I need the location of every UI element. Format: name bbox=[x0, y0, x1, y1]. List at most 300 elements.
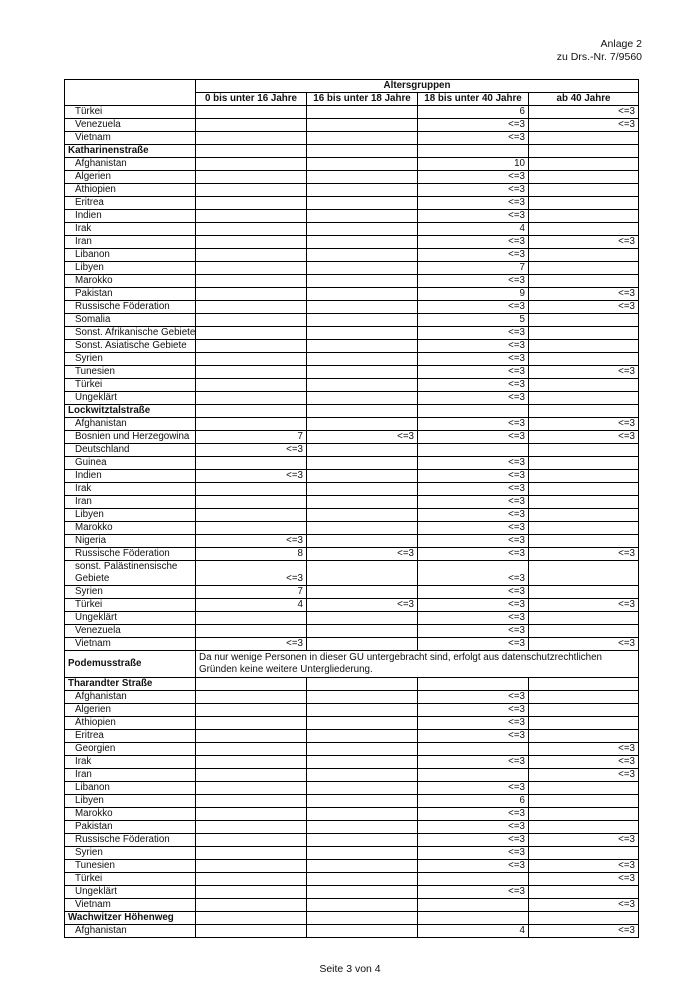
count-cell bbox=[307, 223, 418, 236]
count-cell bbox=[529, 704, 639, 717]
country-name: Türkei bbox=[65, 599, 196, 612]
count-cell: <=3 bbox=[418, 535, 529, 548]
count-cell: <=3 bbox=[418, 379, 529, 392]
country-name: Afghanistan bbox=[65, 691, 196, 704]
country-name: sonst. Palästinensische Gebiete bbox=[65, 561, 196, 586]
country-name: Deutschland bbox=[65, 444, 196, 457]
table-row bbox=[65, 821, 639, 834]
count-cell bbox=[307, 509, 418, 522]
count-cell: 8 bbox=[196, 548, 307, 561]
country-name: Libanon bbox=[65, 249, 196, 262]
count-cell bbox=[307, 847, 418, 860]
count-cell: 7 bbox=[418, 262, 529, 275]
count-cell: <=3 bbox=[418, 847, 529, 860]
section-title: Wachwitzer Höhenweg bbox=[65, 912, 196, 925]
table-row bbox=[65, 717, 639, 730]
page-number: Seite 3 von 4 bbox=[319, 963, 381, 975]
count-cell bbox=[307, 132, 418, 145]
count-cell: <=3 bbox=[418, 586, 529, 599]
table-row bbox=[65, 535, 639, 548]
count-cell bbox=[196, 392, 307, 405]
count-cell: <=3 bbox=[418, 184, 529, 197]
table-row bbox=[65, 431, 639, 444]
empty-cell bbox=[529, 912, 639, 925]
country-name: Russische Föderation bbox=[65, 834, 196, 847]
country-name: Syrien bbox=[65, 353, 196, 366]
count-cell bbox=[196, 483, 307, 496]
table-row bbox=[65, 171, 639, 184]
count-cell bbox=[529, 625, 639, 638]
empty-cell bbox=[196, 912, 307, 925]
count-cell bbox=[196, 457, 307, 470]
country-name: Indien bbox=[65, 470, 196, 483]
count-cell bbox=[529, 457, 639, 470]
table-row bbox=[65, 223, 639, 236]
empty-corner-cell bbox=[65, 80, 196, 106]
empty-cell bbox=[418, 405, 529, 418]
empty-cell bbox=[307, 145, 418, 158]
count-cell: <=3 bbox=[418, 548, 529, 561]
country-name: Irak bbox=[65, 756, 196, 769]
country-name: Indien bbox=[65, 210, 196, 223]
age-group-table bbox=[64, 79, 639, 938]
column-header-0-16: 0 bis unter 16 Jahre bbox=[196, 93, 307, 106]
table-row bbox=[65, 457, 639, 470]
count-cell bbox=[529, 612, 639, 625]
count-cell bbox=[196, 795, 307, 808]
count-cell bbox=[307, 586, 418, 599]
count-cell bbox=[196, 314, 307, 327]
table-row bbox=[65, 599, 639, 612]
count-cell bbox=[307, 275, 418, 288]
count-cell bbox=[529, 340, 639, 353]
count-cell bbox=[196, 704, 307, 717]
count-cell: 5 bbox=[418, 314, 529, 327]
count-cell bbox=[196, 769, 307, 782]
count-cell: <=3 bbox=[529, 860, 639, 873]
count-cell bbox=[307, 808, 418, 821]
country-name: Tunesien bbox=[65, 860, 196, 873]
country-name: Türkei bbox=[65, 873, 196, 886]
country-name: Äthiopien bbox=[65, 717, 196, 730]
count-cell bbox=[307, 119, 418, 132]
country-name: Marokko bbox=[65, 522, 196, 535]
count-cell bbox=[307, 184, 418, 197]
count-cell bbox=[307, 625, 418, 638]
count-cell: <=3 bbox=[418, 119, 529, 132]
count-cell bbox=[196, 158, 307, 171]
count-cell: <=3 bbox=[418, 392, 529, 405]
count-cell bbox=[529, 444, 639, 457]
count-cell bbox=[307, 340, 418, 353]
count-cell bbox=[196, 925, 307, 938]
count-cell: <=3 bbox=[418, 886, 529, 899]
count-cell: <=3 bbox=[418, 730, 529, 743]
count-cell: 7 bbox=[196, 586, 307, 599]
count-cell bbox=[529, 886, 639, 899]
count-cell: <=3 bbox=[307, 431, 418, 444]
country-name: Venezuela bbox=[65, 119, 196, 132]
count-cell: <=3 bbox=[529, 236, 639, 249]
count-cell bbox=[529, 262, 639, 275]
age-groups-heading: Altersgruppen bbox=[196, 80, 639, 93]
table-row bbox=[65, 392, 639, 405]
count-cell bbox=[307, 638, 418, 651]
count-cell bbox=[418, 444, 529, 457]
count-cell bbox=[307, 314, 418, 327]
country-name: Ungeklärt bbox=[65, 612, 196, 625]
country-name: Georgien bbox=[65, 743, 196, 756]
count-cell bbox=[529, 586, 639, 599]
count-cell: <=3 bbox=[529, 288, 639, 301]
count-cell: 4 bbox=[418, 223, 529, 236]
country-name: Afghanistan bbox=[65, 418, 196, 431]
count-cell bbox=[307, 782, 418, 795]
table-row bbox=[65, 834, 639, 847]
count-cell: <=3 bbox=[418, 782, 529, 795]
count-cell bbox=[196, 782, 307, 795]
country-name: Eritrea bbox=[65, 730, 196, 743]
count-cell: <=3 bbox=[418, 327, 529, 340]
column-header-18-40: 18 bis unter 40 Jahre bbox=[418, 93, 529, 106]
table-row bbox=[65, 548, 639, 561]
count-cell: <=3 bbox=[196, 444, 307, 457]
count-cell: <=3 bbox=[418, 522, 529, 535]
count-cell bbox=[307, 470, 418, 483]
count-cell bbox=[196, 379, 307, 392]
section-title: Tharandter Straße bbox=[65, 678, 196, 691]
count-cell: <=3 bbox=[418, 457, 529, 470]
count-cell: <=3 bbox=[418, 249, 529, 262]
count-cell: <=3 bbox=[418, 353, 529, 366]
count-cell bbox=[529, 171, 639, 184]
table-row bbox=[65, 262, 639, 275]
count-cell: <=3 bbox=[307, 548, 418, 561]
table-row bbox=[65, 496, 639, 509]
table-row bbox=[65, 808, 639, 821]
count-cell bbox=[307, 171, 418, 184]
count-cell bbox=[307, 106, 418, 119]
table-row bbox=[65, 704, 639, 717]
count-cell bbox=[529, 483, 639, 496]
count-cell bbox=[307, 535, 418, 548]
count-cell bbox=[196, 119, 307, 132]
country-name: Sonst. Asiatische Gebiete bbox=[65, 340, 196, 353]
count-cell bbox=[307, 730, 418, 743]
country-name: Somalia bbox=[65, 314, 196, 327]
count-cell: <=3 bbox=[529, 119, 639, 132]
count-cell bbox=[307, 353, 418, 366]
country-name: Irak bbox=[65, 223, 196, 236]
count-cell bbox=[196, 249, 307, 262]
count-cell bbox=[196, 275, 307, 288]
count-cell bbox=[307, 756, 418, 769]
table-row bbox=[65, 522, 639, 535]
count-cell bbox=[307, 522, 418, 535]
count-cell: <=3 bbox=[418, 470, 529, 483]
count-cell bbox=[196, 834, 307, 847]
table-row bbox=[65, 743, 639, 756]
count-cell bbox=[529, 132, 639, 145]
count-cell bbox=[307, 704, 418, 717]
count-cell bbox=[529, 197, 639, 210]
count-cell bbox=[307, 873, 418, 886]
country-name: Algerien bbox=[65, 704, 196, 717]
count-cell: <=3 bbox=[418, 509, 529, 522]
section-row bbox=[65, 405, 639, 418]
table-row bbox=[65, 873, 639, 886]
count-cell bbox=[196, 743, 307, 756]
count-cell bbox=[307, 197, 418, 210]
count-cell: 9 bbox=[418, 288, 529, 301]
table-row bbox=[65, 925, 639, 938]
country-name: Türkei bbox=[65, 106, 196, 119]
count-cell bbox=[307, 249, 418, 262]
count-cell bbox=[307, 457, 418, 470]
count-cell: <=3 bbox=[418, 431, 529, 444]
table-row bbox=[65, 886, 639, 899]
section-row bbox=[65, 678, 639, 691]
table-row bbox=[65, 899, 639, 912]
count-cell: <=3 bbox=[196, 535, 307, 548]
count-cell: <=3 bbox=[529, 899, 639, 912]
count-cell: <=3 bbox=[529, 756, 639, 769]
count-cell: <=3 bbox=[529, 418, 639, 431]
count-cell: <=3 bbox=[418, 808, 529, 821]
count-cell: <=3 bbox=[529, 599, 639, 612]
count-cell: <=3 bbox=[529, 106, 639, 119]
count-cell bbox=[529, 314, 639, 327]
document-reference bbox=[557, 38, 642, 64]
count-cell bbox=[196, 625, 307, 638]
table-row bbox=[65, 353, 639, 366]
country-name: Marokko bbox=[65, 275, 196, 288]
count-cell bbox=[307, 236, 418, 249]
empty-cell bbox=[529, 145, 639, 158]
count-cell bbox=[307, 821, 418, 834]
table-row bbox=[65, 444, 639, 457]
country-name: Russische Föderation bbox=[65, 301, 196, 314]
count-cell bbox=[196, 860, 307, 873]
country-name: Türkei bbox=[65, 379, 196, 392]
country-name: Äthiopien bbox=[65, 184, 196, 197]
table-row bbox=[65, 197, 639, 210]
count-cell bbox=[307, 561, 418, 586]
empty-cell bbox=[196, 678, 307, 691]
empty-cell bbox=[529, 405, 639, 418]
country-name: Russische Föderation bbox=[65, 548, 196, 561]
table-row bbox=[65, 509, 639, 522]
column-header-40-plus: ab 40 Jahre bbox=[529, 93, 639, 106]
count-cell bbox=[196, 756, 307, 769]
table-row bbox=[65, 483, 639, 496]
count-cell bbox=[529, 496, 639, 509]
count-cell: <=3 bbox=[529, 548, 639, 561]
count-cell: <=3 bbox=[418, 340, 529, 353]
count-cell: <=3 bbox=[529, 834, 639, 847]
count-cell: <=3 bbox=[307, 599, 418, 612]
country-name: Vietnam bbox=[65, 132, 196, 145]
table-row bbox=[65, 132, 639, 145]
count-cell bbox=[529, 561, 639, 586]
country-name: Marokko bbox=[65, 808, 196, 821]
country-name: Ungeklärt bbox=[65, 392, 196, 405]
count-cell bbox=[307, 210, 418, 223]
count-cell bbox=[418, 873, 529, 886]
country-name: Syrien bbox=[65, 847, 196, 860]
count-cell bbox=[307, 925, 418, 938]
count-cell bbox=[196, 899, 307, 912]
count-cell bbox=[196, 340, 307, 353]
count-cell: <=3 bbox=[529, 873, 639, 886]
count-cell bbox=[307, 834, 418, 847]
count-cell bbox=[307, 769, 418, 782]
count-cell bbox=[196, 262, 307, 275]
count-cell: <=3 bbox=[529, 638, 639, 651]
column-header-16-18: 16 bis unter 18 Jahre bbox=[307, 93, 418, 106]
empty-cell bbox=[196, 405, 307, 418]
count-cell: <=3 bbox=[418, 638, 529, 651]
count-cell bbox=[529, 535, 639, 548]
country-name: Vietnam bbox=[65, 899, 196, 912]
country-name: Afghanistan bbox=[65, 925, 196, 938]
table-row bbox=[65, 379, 639, 392]
empty-cell bbox=[418, 912, 529, 925]
count-cell bbox=[196, 808, 307, 821]
count-cell bbox=[307, 691, 418, 704]
count-cell: 4 bbox=[418, 925, 529, 938]
country-name: Sonst. Afrikanische Gebiete bbox=[65, 327, 196, 340]
print-number: zu Drs.-Nr. 7/9560 bbox=[556, 51, 642, 63]
count-cell: <=3 bbox=[418, 625, 529, 638]
table-row bbox=[65, 561, 639, 586]
country-name: Afghanistan bbox=[65, 158, 196, 171]
count-cell bbox=[196, 730, 307, 743]
country-name: Eritrea bbox=[65, 197, 196, 210]
count-cell bbox=[529, 717, 639, 730]
table-row bbox=[65, 795, 639, 808]
table-row bbox=[65, 612, 639, 625]
country-name: Tunesien bbox=[65, 366, 196, 379]
empty-cell bbox=[307, 912, 418, 925]
section-title: Podemusstraße bbox=[65, 651, 196, 678]
country-name: Irak bbox=[65, 483, 196, 496]
count-cell: <=3 bbox=[418, 483, 529, 496]
count-cell bbox=[307, 158, 418, 171]
count-cell bbox=[196, 210, 307, 223]
table-row bbox=[65, 119, 639, 132]
count-cell bbox=[529, 509, 639, 522]
empty-cell bbox=[196, 145, 307, 158]
table-row bbox=[65, 638, 639, 651]
count-cell bbox=[196, 236, 307, 249]
count-cell: <=3 bbox=[529, 366, 639, 379]
table-row bbox=[65, 860, 639, 873]
count-cell bbox=[196, 717, 307, 730]
count-cell bbox=[529, 184, 639, 197]
count-cell bbox=[307, 379, 418, 392]
table-row bbox=[65, 756, 639, 769]
table-row bbox=[65, 288, 639, 301]
count-cell bbox=[307, 795, 418, 808]
country-name: Venezuela bbox=[65, 625, 196, 638]
count-cell: 4 bbox=[196, 599, 307, 612]
group-header-row bbox=[65, 80, 639, 93]
count-cell: <=3 bbox=[418, 171, 529, 184]
table-row bbox=[65, 847, 639, 860]
count-cell bbox=[196, 873, 307, 886]
count-cell bbox=[307, 496, 418, 509]
country-name: Pakistan bbox=[65, 821, 196, 834]
table-row bbox=[65, 184, 639, 197]
country-name: Syrien bbox=[65, 586, 196, 599]
table-row bbox=[65, 769, 639, 782]
count-cell: <=3 bbox=[196, 638, 307, 651]
count-cell: <=3 bbox=[418, 821, 529, 834]
count-cell bbox=[196, 327, 307, 340]
count-cell bbox=[529, 327, 639, 340]
count-cell bbox=[196, 509, 307, 522]
count-cell bbox=[196, 886, 307, 899]
table-row bbox=[65, 691, 639, 704]
count-cell bbox=[307, 743, 418, 756]
count-cell: 10 bbox=[418, 158, 529, 171]
privacy-note: Da nur wenige Personen in dieser GU untergebracht sind, erfolgt aus datenschutzrechtlichen Gründen keine weitere Untergliederung. bbox=[196, 651, 639, 678]
table-row bbox=[65, 418, 639, 431]
count-cell bbox=[529, 470, 639, 483]
count-cell bbox=[196, 288, 307, 301]
section-row bbox=[65, 912, 639, 925]
count-cell bbox=[307, 288, 418, 301]
count-cell bbox=[196, 197, 307, 210]
table-row bbox=[65, 470, 639, 483]
section-row bbox=[65, 145, 639, 158]
count-cell: <=3 bbox=[418, 704, 529, 717]
count-cell: <=3 bbox=[418, 860, 529, 873]
count-cell bbox=[418, 743, 529, 756]
count-cell bbox=[307, 860, 418, 873]
count-cell: <=3 bbox=[418, 132, 529, 145]
table-row bbox=[65, 366, 639, 379]
country-name: Guinea bbox=[65, 457, 196, 470]
count-cell: <=3 bbox=[529, 925, 639, 938]
table-row bbox=[65, 249, 639, 262]
table-row bbox=[65, 158, 639, 171]
count-cell bbox=[307, 717, 418, 730]
count-cell bbox=[196, 106, 307, 119]
count-cell bbox=[307, 327, 418, 340]
count-cell bbox=[529, 782, 639, 795]
count-cell bbox=[529, 249, 639, 262]
section-title: Katharinenstraße bbox=[65, 145, 196, 158]
count-cell: <=3 bbox=[418, 197, 529, 210]
count-cell: <=3 bbox=[529, 301, 639, 314]
count-cell bbox=[196, 496, 307, 509]
count-cell bbox=[196, 223, 307, 236]
table-row bbox=[65, 106, 639, 119]
count-cell: <=3 bbox=[418, 275, 529, 288]
section-title: Lockwitztalstraße bbox=[65, 405, 196, 418]
count-cell bbox=[529, 795, 639, 808]
count-cell bbox=[307, 612, 418, 625]
count-cell bbox=[307, 418, 418, 431]
count-cell bbox=[529, 808, 639, 821]
empty-cell bbox=[307, 405, 418, 418]
table-row bbox=[65, 782, 639, 795]
count-cell bbox=[307, 886, 418, 899]
count-cell: 6 bbox=[418, 795, 529, 808]
count-cell bbox=[529, 353, 639, 366]
